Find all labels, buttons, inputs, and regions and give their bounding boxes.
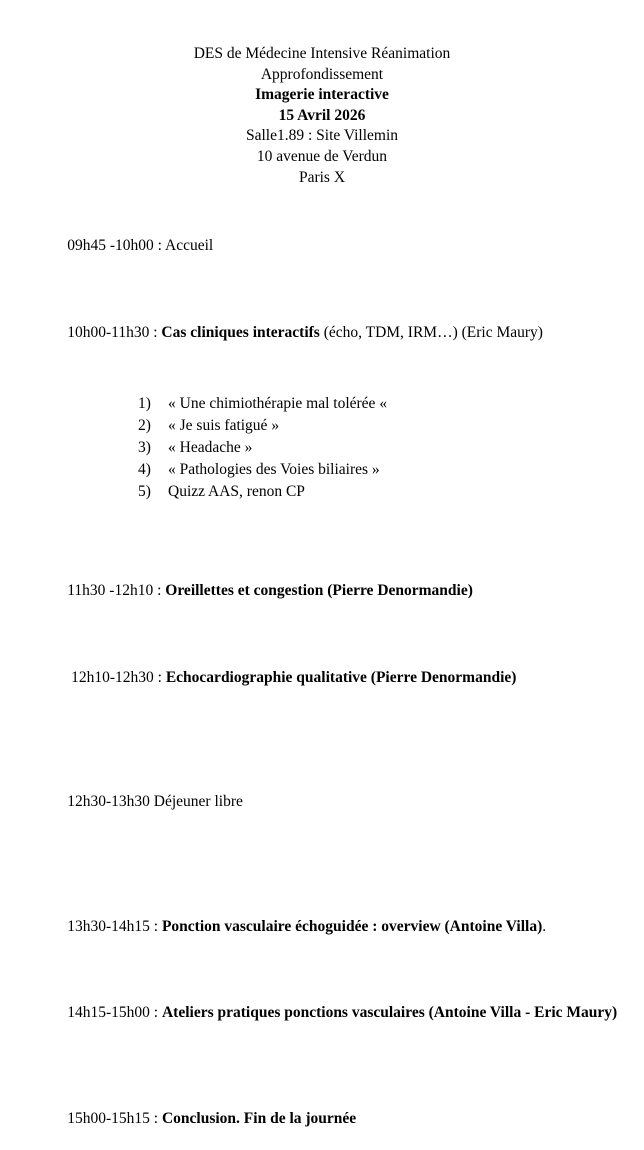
spacer xyxy=(44,363,624,393)
spacer xyxy=(44,622,624,648)
spacer xyxy=(44,708,624,772)
agenda-entry-accueil-detail: Accueil xyxy=(165,237,214,255)
agenda-entry-conclusion-time: 15h00-15h15 : xyxy=(67,1110,162,1128)
spacer xyxy=(44,277,624,303)
header-line-date: 15 Avril 2026 xyxy=(278,106,366,124)
list-item-marker: 1) xyxy=(138,395,151,413)
agenda-entry-ponction xyxy=(44,896,624,956)
list-item xyxy=(138,415,624,437)
list-item-marker: 4) xyxy=(138,461,151,479)
header-line-title: Imagerie interactive xyxy=(255,86,389,104)
header-line-institution: DES de Médecine Intensive Réanimation xyxy=(193,45,451,62)
list-item-marker: 2) xyxy=(138,417,151,435)
agenda-entry-ateliers-topic: Ateliers pratiques ponctions vasculaires (Antoine Villa - Eric Maury) xyxy=(161,1003,618,1021)
cas-cliniques-sublist xyxy=(138,393,624,503)
list-item-marker: 5) xyxy=(138,483,151,501)
list-item xyxy=(138,393,624,415)
agenda-entry-dejeuner-detail: Déjeuner libre xyxy=(153,793,243,811)
agenda-entry-cas-cliniques-topic: Cas cliniques interactifs xyxy=(161,323,320,341)
spacer xyxy=(44,503,624,561)
agenda-entry-dejeuner-time: 12h30-13h30 xyxy=(67,793,154,811)
agenda-entry-conclusion-topic: Conclusion. Fin de la journée xyxy=(161,1110,357,1128)
list-item-label: Quizz AAS, renon CP xyxy=(168,483,305,501)
agenda-entry-oreillettes-topic: Oreillettes et congestion (Pierre Denormandie) xyxy=(165,582,473,600)
agenda-entry-ateliers-time: 14h15-15h00 : xyxy=(67,1003,162,1021)
agenda-entry-ponction-detail: . xyxy=(542,917,547,935)
agenda-entry-ateliers xyxy=(44,983,624,1043)
agenda-entry-echocardiographie-time: 12h10-12h30 : xyxy=(67,668,166,686)
list-item xyxy=(138,481,624,503)
list-item xyxy=(138,437,624,459)
list-item-label: « Headache » xyxy=(168,439,253,457)
header-line-subtitle: Approfondissement xyxy=(260,65,384,83)
agenda-entry-echocardiographie-topic: Echocardiographie qualitative (Pierre Denormandie) xyxy=(165,668,517,686)
agenda-entry-accueil-time: 09h45 -10h00 : xyxy=(67,237,165,255)
agenda-entry-ponction-time: 13h30-14h15 : xyxy=(67,917,162,935)
agenda-entry-cas-cliniques-detail: (écho, TDM, IRM…) (Eric Maury) xyxy=(319,323,543,341)
document-header xyxy=(0,0,644,188)
agenda-list xyxy=(0,216,644,1149)
agenda-entry-oreillettes xyxy=(44,561,624,621)
agenda-entry-cas-cliniques xyxy=(44,303,624,363)
spacer xyxy=(44,1043,624,1089)
list-item-marker: 3) xyxy=(138,439,151,457)
agenda-entry-oreillettes-time: 11h30 -12h10 : xyxy=(67,582,166,600)
header-line-room: Salle1.89 : Site Villemin xyxy=(245,127,399,145)
header-line-street: 10 avenue de Verdun xyxy=(256,148,388,166)
list-item xyxy=(138,459,624,481)
agenda-entry-dejeuner xyxy=(44,772,624,832)
spacer xyxy=(44,957,624,983)
spacer xyxy=(44,832,624,896)
list-item-label: « Pathologies des Voies biliaires » xyxy=(168,461,380,479)
agenda-entry-accueil xyxy=(44,216,624,276)
agenda-entry-conclusion xyxy=(44,1089,624,1149)
header-line-city: Paris X xyxy=(298,168,346,186)
agenda-entry-cas-cliniques-time: 10h00-11h30 : xyxy=(67,323,162,341)
list-item-label: « Une chimiothérapie mal tolérée « xyxy=(168,395,388,413)
list-item-label: « Je suis fatigué » xyxy=(168,417,280,435)
agenda-entry-echocardiographie xyxy=(44,648,624,708)
agenda-entry-ponction-topic: Ponction vasculaire échoguidée : overview (Antoine Villa) xyxy=(161,917,543,935)
